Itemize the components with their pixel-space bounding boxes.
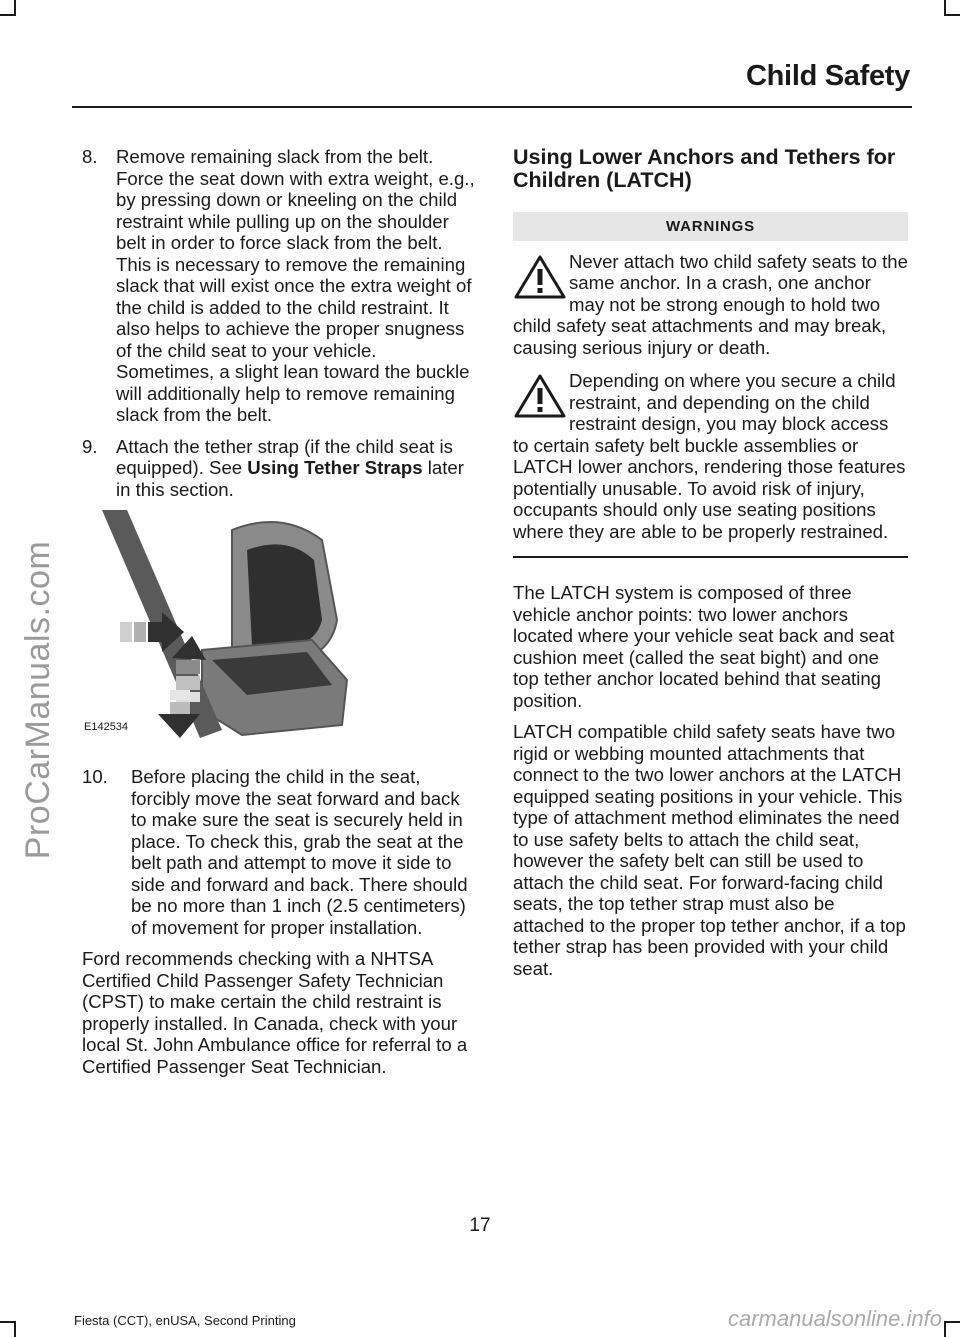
child-seat-figure (82, 510, 477, 750)
crop-mark (14, 1321, 16, 1337)
crop-mark (0, 1321, 16, 1323)
page-title: Child Safety (746, 60, 910, 92)
seat-pad-shape (247, 544, 322, 645)
step-number: 8. (82, 146, 98, 167)
left-column (82, 146, 477, 1087)
warning-item (513, 370, 908, 542)
section-reference-link[interactable]: Using Tether Straps (247, 457, 423, 478)
section-heading: Using Lower Anchors and Tethers for Children (LATCH) (513, 145, 896, 192)
step-text-before: Attach the tether strap (if the child seat is equipped). See (116, 435, 453, 478)
warning-text: Never attach two child safety seats to the same anchor. In a crash, one anchor may not be strong enough to hold two child safety seat attachments and may break, causing serious injury or death. (513, 250, 908, 358)
step-number: 10. (82, 766, 108, 787)
step-text: Before placing the child in the seat, forcibly move the seat forward and back to make sure the seat is securely held in place. To check this, grab the seat at the belt path and attempt to move it side to side and forward and back. There should be no more than 1 inch (2.5 centimeters) of movement for proper installation. (131, 766, 468, 938)
warnings-end-rule (513, 556, 908, 558)
step-10 (82, 766, 477, 938)
warning-item (513, 251, 908, 359)
step-9 (82, 436, 477, 501)
step-text (116, 436, 477, 501)
step-8 (82, 146, 477, 426)
page-number: 17 (469, 1215, 491, 1236)
latch-paragraph: LATCH compatible child safety seats have two rigid or webbing mounted attachments that connect to the two lower anchors at the LATCH equipped seating positions in your vehicle. This type of attachment method eliminates the need to use safety belts to attach the child seat, however the safety belt can still be used to attach the child seat. For forward-facing child seats, the top tether strap must also be attached to the proper top tether anchor, if a top tether strap has been provided with your child seat. (513, 721, 906, 979)
footer-edition: Fiesta (CCT), enUSA, Second Printing (74, 1313, 296, 1328)
side-watermark: ProCarManuals.com (19, 540, 57, 860)
crop-mark (0, 14, 16, 16)
child-seat-illustration (82, 510, 382, 750)
warning-triangle-icon (513, 253, 567, 301)
step-number: 9. (82, 435, 98, 457)
step-text: Remove remaining slack from the belt. Force the seat down with extra weight, e.g., by pressing down or kneeling on the child restraint while pulling up on the shoulder belt in order to force slack from the belt. This is necessary to remove the remaining slack that will exist once the extra weight of the child is added to the child restraint. It also helps to achieve the proper snugness of the child seat to your vehicle. Sometimes, a slight lean toward the buckle will additionally help to remove remaining slack from the belt. (116, 146, 475, 425)
warnings-label: WARNINGS (513, 212, 908, 241)
footer-site: carmanualsonline.info (727, 1306, 942, 1331)
cpst-paragraph: Ford recommends checking with a NHTSA Certified Child Passenger Safety Technician (CPST) to make certain the child restraint is properly installed. In Canada, check with your local St. John Ambulance office for referral to a Certified Passenger Seat Technician. (82, 948, 468, 1077)
latch-paragraph: The LATCH system is composed of three vehicle anchor points: two lower anchors located where your vehicle seat back and seat cushion meet (called the seat bight) and one top tether anchor located behind that seating position. (513, 582, 895, 711)
warning-text: Depending on where you secure a child restraint, and depending on the child restraint design, you may block access to certain safety belt buckle assemblies or LATCH lower anchors, rendering those features potentially unusable. To avoid risk of injury, occupants should only use seating positions where they are able to be properly restrained. (513, 370, 906, 542)
right-column (513, 146, 908, 989)
crop-mark (944, 14, 960, 16)
figure-id: E142534 (84, 720, 129, 733)
crop-mark (944, 1321, 946, 1337)
header-rule (72, 106, 912, 108)
warning-triangle-icon (513, 372, 567, 420)
crop-mark (944, 1321, 960, 1323)
step-text-after: later in this section. (116, 457, 464, 500)
